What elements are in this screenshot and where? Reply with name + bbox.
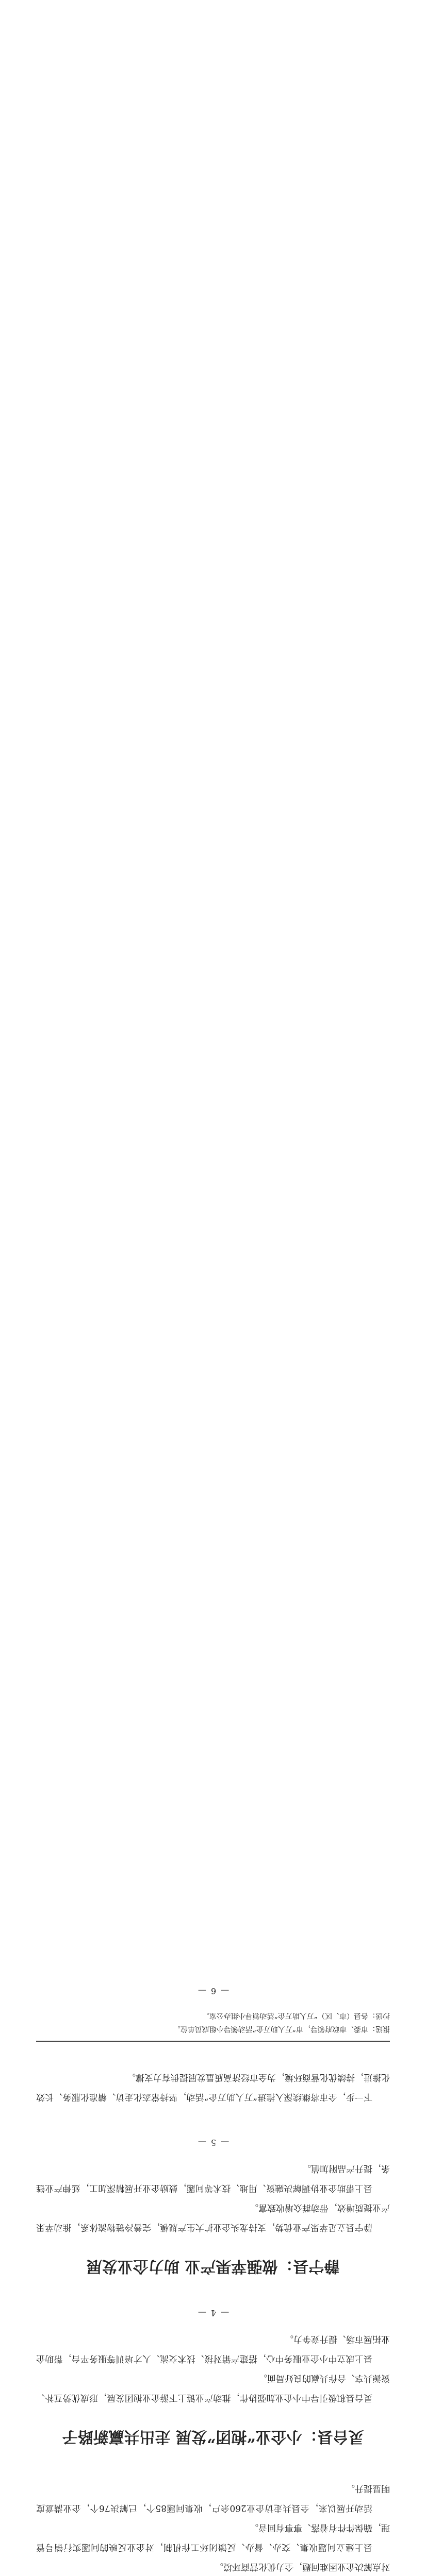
- article-section: [36, 2138, 390, 2277]
- article-paragraph: 县上成立中小企业服务中心，搭建产销对接、技术交流、人才培训等服务平台，帮助企业拓展市场、提升竞争力。: [36, 2334, 390, 2364]
- article-section: [36, 2308, 390, 2448]
- article-section: [36, 2479, 390, 2576]
- article-headline: 灵台县：小企业“抱团”发展 走出共赢新路子: [62, 2428, 364, 2446]
- distribution-footer: [36, 1984, 390, 2036]
- article-section: [36, 2067, 390, 2107]
- page-number: — 5 —: [196, 2138, 230, 2147]
- copy-to-line: 抄送：各县（市、区）“万人助万企”活动领导小组办公室。: [202, 2011, 390, 2020]
- page-number: — 4 —: [196, 2308, 230, 2318]
- footer-rule: [36, 2041, 390, 2042]
- article-paragraph: 县上帮助企业协调解决融资、用地、技术等问题，鼓励企业开展精深加工，延伸产业链条，提升产品附加值。: [36, 2163, 390, 2193]
- article-paragraph: 县上建立问题收集、交办、督办、反馈闭环工作机制，对企业反映的问题实行销号管理，确保件件有着落、事事有回音。: [36, 2522, 390, 2552]
- article-paragraph: 静宁县立足苹果产业优势，支持龙头企业扩大生产规模，完善冷链物流体系，推动苹果产业提质增效，带动群众增收致富。: [36, 2202, 390, 2232]
- send-to-line: 报送：市委、市政府领导，市“万人助万企”活动领导小组成员单位。: [173, 2025, 390, 2033]
- article-paragraph: 灵台县积极引导中小企业加强协作，推动产业链上下游企业抱团发展，形成优势互补、资源共享、合作共赢的良好局面。: [36, 2373, 390, 2403]
- article-paragraph: 活动开展以来，全县共走访企业260余户，收集问题85个，已解决76个，企业满意度明显提升。: [36, 2483, 390, 2513]
- page-number: — 6 —: [196, 1986, 230, 1996]
- article-paragraph: 对点解决企业困难问题，全力优化营商环境。: [215, 2562, 390, 2572]
- article-paragraph: 下一步，全市将继续深入推进“万人助万企”活动，坚持常态化走访、精准化服务、长效化推进，持续优化营商环境，为全市经济高质量发展提供有力支撑。: [36, 2072, 390, 2102]
- article-headline: 静宁县：做强苹果产业 助力企业发展: [86, 2257, 340, 2275]
